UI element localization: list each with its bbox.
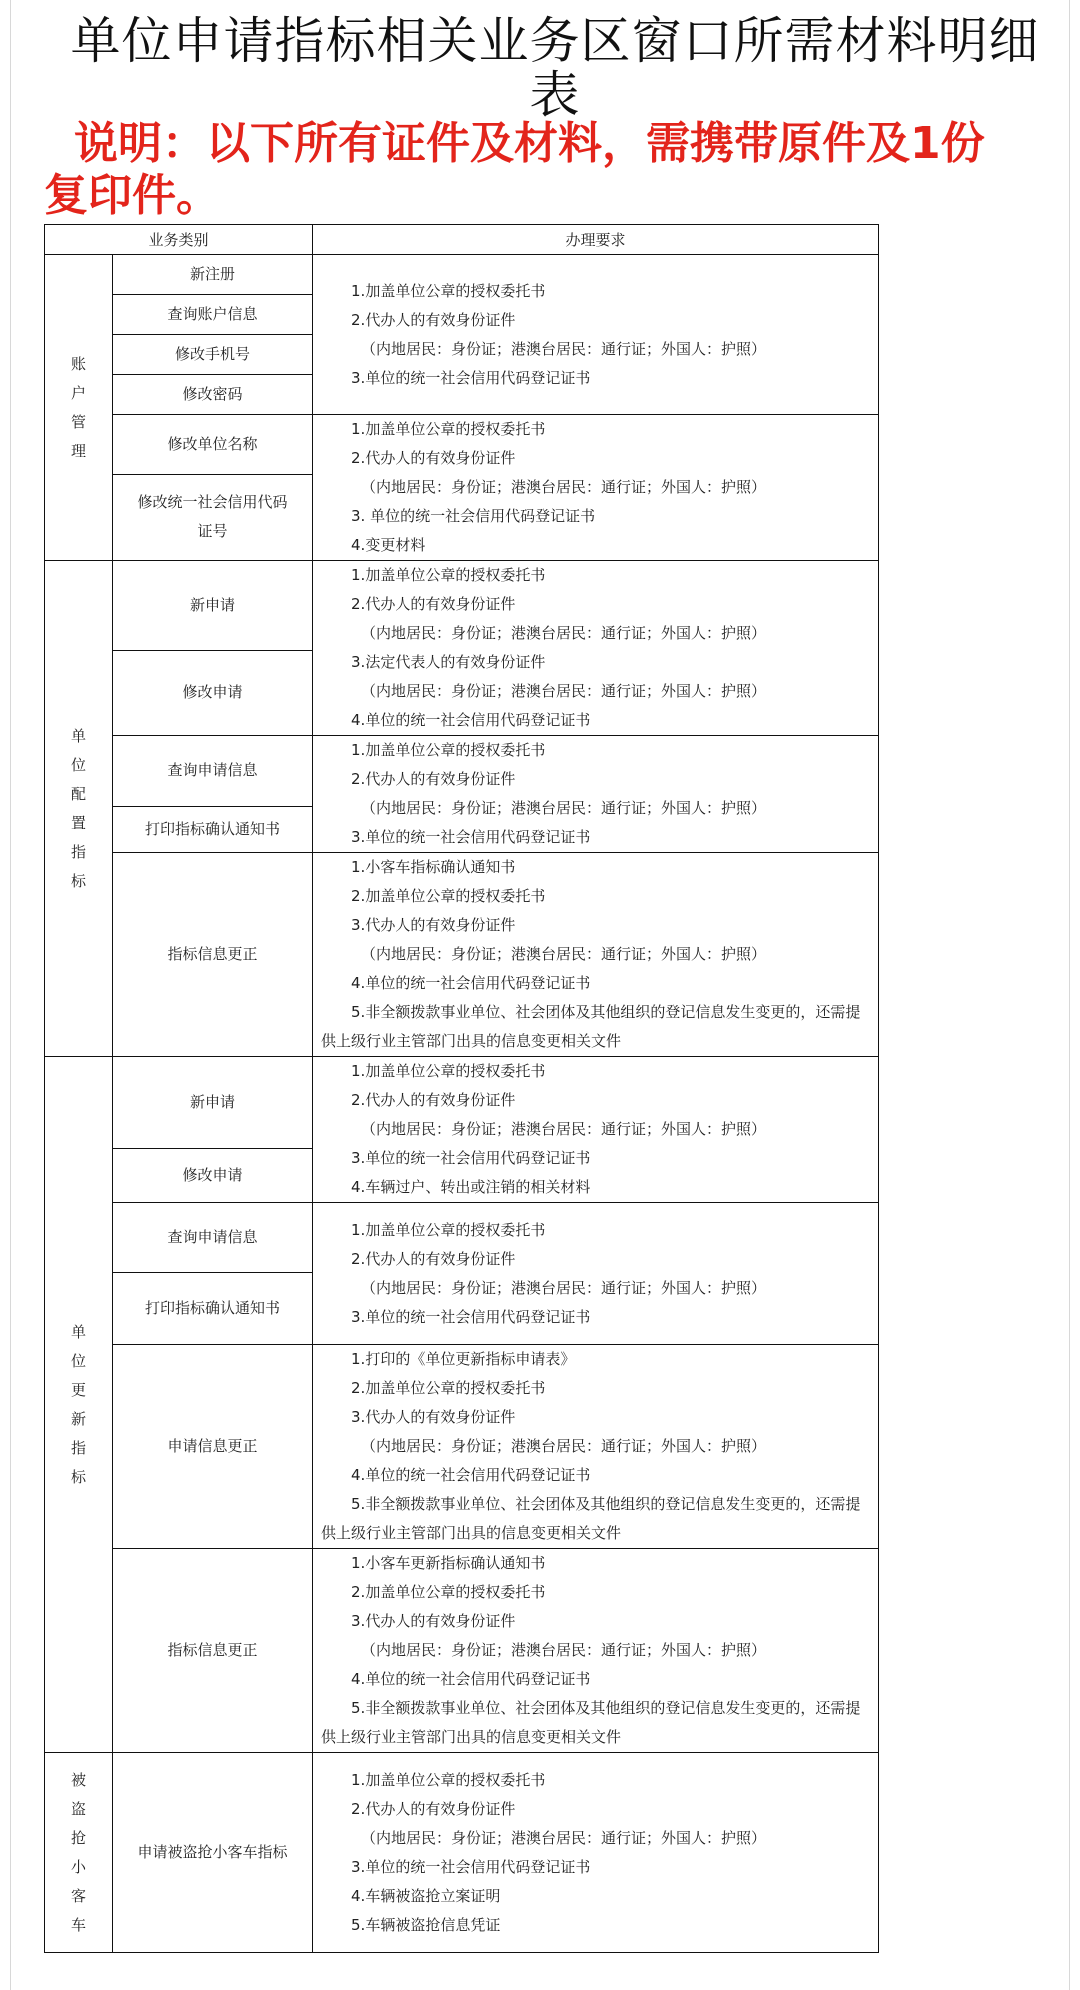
requirements-cell [313, 736, 879, 853]
business-type-cell [113, 474, 313, 560]
requirement-line: 2.加盖单位公章的授权委托书 [351, 887, 546, 905]
business-type-cell [113, 1273, 313, 1345]
table-row [45, 853, 879, 1057]
business-type-cell [113, 806, 313, 852]
business-type-label: 申请信息更正 [167, 1437, 258, 1455]
requirement-line: 1.小客车指标确认通知书 [351, 858, 516, 876]
group-name-char: 位 [70, 755, 86, 774]
requirement-line: 3.法定代表人的有效身份证件 [351, 653, 546, 671]
group-name-char: 标 [70, 871, 86, 890]
requirement-line: 1.小客车更新指标确认通知书 [351, 1554, 546, 1572]
group-name-char: 小 [70, 1857, 86, 1876]
business-type-label: 新申请 [190, 595, 236, 614]
group-name-char: 单 [70, 726, 86, 745]
business-type-label: 查询申请信息 [167, 1228, 258, 1246]
group-name-char: 指 [70, 1438, 86, 1457]
requirement-line: （内地居民：身份证；港澳台居民：通行证；外国人：护照） [361, 1278, 767, 1297]
table-row [45, 255, 879, 295]
business-type-cell [113, 255, 313, 295]
requirement-line: 5.非全额拨款事业单位、社会团体及其他组织的登记信息发生变更的，还需提供上级行业主管部门出具的信息变更相关文件 [321, 1495, 861, 1542]
business-type-label: 指标信息更正 [167, 1641, 258, 1659]
group-name-char: 管 [70, 412, 86, 431]
business-type-cell [113, 650, 313, 735]
group-name-cell [45, 255, 113, 561]
group-name-char: 配 [70, 784, 86, 803]
business-type-label: 打印指标确认通知书 [145, 1299, 281, 1317]
table-row [45, 1345, 879, 1549]
requirement-line: 3.代办人的有效身份证件 [351, 916, 516, 934]
business-type-cell [113, 375, 313, 415]
group-name-char: 理 [70, 441, 86, 460]
page-border-left [10, 0, 11, 1990]
group-name-char: 标 [70, 1467, 86, 1486]
requirement-line: 2.代办人的有效身份证件 [351, 1091, 516, 1109]
business-type-label: 指标信息更正 [167, 945, 258, 963]
requirement-line: 1.加盖单位公章的授权委托书 [351, 281, 546, 300]
business-type-cell [113, 1753, 313, 1953]
requirements-cell [313, 255, 879, 415]
requirement-line: 1.加盖单位公章的授权委托书 [351, 741, 546, 759]
business-type-label: 修改申请 [182, 683, 243, 702]
group-name-char: 账 [70, 354, 86, 373]
business-type-cell [113, 1549, 313, 1753]
requirement-line: 5.车辆被盗抢信息凭证 [351, 1915, 501, 1934]
table-header-row [45, 225, 879, 255]
business-type-label: 打印指标确认通知书 [145, 819, 281, 838]
page-title: 单位申请指标相关业务区窗口所需材料明细表 [70, 12, 1040, 124]
table-row [45, 561, 879, 651]
table-row [45, 1203, 879, 1273]
group-name-char: 新 [70, 1409, 86, 1428]
requirement-line: 2.代办人的有效身份证件 [351, 595, 516, 613]
requirement-line: 2.代办人的有效身份证件 [351, 770, 516, 788]
requirement-line: 5.非全额拨款事业单位、社会团体及其他组织的登记信息发生变更的，还需提供上级行业主管部门出具的信息变更相关文件 [321, 1003, 861, 1050]
header-business-type: 业务类别 [45, 225, 313, 255]
requirement-line: 3.代办人的有效身份证件 [351, 1408, 516, 1426]
business-type-cell [113, 415, 313, 475]
note-text: 说明：以下所有证件及材料，需携带原件及1份复印件。 [44, 118, 985, 221]
requirements-cell [313, 1345, 879, 1549]
requirement-line: 3.单位的统一社会信用代码登记证书 [351, 828, 591, 846]
table-row [45, 736, 879, 807]
requirement-line: 1.加盖单位公章的授权委托书 [351, 1062, 546, 1080]
group-name-char: 被 [70, 1770, 86, 1789]
requirement-line: （内地居民：身份证；港澳台居民：通行证；外国人：护照） [361, 1437, 767, 1455]
requirement-line: 4.单位的统一社会信用代码登记证书 [351, 1466, 591, 1484]
requirement-line: 1.加盖单位公章的授权委托书 [351, 566, 546, 584]
group-name-cell [45, 561, 113, 1057]
business-type-cell [113, 335, 313, 375]
requirements-cell [313, 415, 879, 561]
business-type-cell [113, 295, 313, 335]
page-border-right [1069, 0, 1070, 1990]
requirement-line: 4.车辆过户、转出或注销的相关材料 [351, 1178, 591, 1196]
requirement-line: 2.加盖单位公章的授权委托书 [351, 1379, 546, 1397]
requirement-line: （内地居民：身份证；港澳台居民：通行证；外国人：护照） [361, 799, 767, 817]
requirement-line: （内地居民：身份证；港澳台居民：通行证；外国人：护照） [361, 624, 767, 642]
requirement-line: 1.打印的《单位更新指标申请表》 [351, 1350, 576, 1368]
group-name-char: 指 [70, 842, 86, 861]
requirements-cell [313, 853, 879, 1057]
group-name-cell [45, 1057, 113, 1753]
business-type-label: 修改申请 [182, 1166, 243, 1184]
group-name-char: 单 [70, 1322, 86, 1341]
requirement-line: 4.车辆被盗抢立案证明 [351, 1886, 501, 1905]
table-row [45, 1057, 879, 1149]
requirement-line: 1.加盖单位公章的授权委托书 [351, 1220, 546, 1239]
business-type-label: 修改密码 [182, 385, 243, 403]
business-type-label: 修改统一社会信用代码证号 [137, 493, 288, 541]
requirements-cell [313, 1203, 879, 1345]
requirement-line: （内地居民：身份证；港澳台居民：通行证；外国人：护照） [361, 1120, 767, 1138]
business-type-cell [113, 736, 313, 807]
business-type-cell [113, 1345, 313, 1549]
requirement-line: 3.单位的统一社会信用代码登记证书 [351, 1857, 591, 1876]
group-name-char: 盗 [70, 1799, 86, 1818]
table-row [45, 415, 879, 475]
business-type-cell [113, 1203, 313, 1273]
requirements-cell [313, 1753, 879, 1953]
business-type-cell [113, 561, 313, 651]
business-type-cell [113, 1149, 313, 1203]
requirement-line: 2.代办人的有效身份证件 [351, 1249, 516, 1268]
table-row [45, 1753, 879, 1953]
group-name-cell [45, 1753, 113, 1953]
requirement-line: 3.单位的统一社会信用代码登记证书 [351, 368, 591, 387]
table-body [45, 255, 879, 1953]
business-type-label: 新申请 [190, 1093, 236, 1111]
requirement-line: 4.单位的统一社会信用代码登记证书 [351, 1670, 591, 1688]
business-type-cell [113, 1057, 313, 1149]
requirement-line: （内地居民：身份证；港澳台居民：通行证；外国人：护照） [361, 682, 767, 700]
business-type-label: 查询申请信息 [167, 761, 258, 780]
requirement-line: 3.单位的统一社会信用代码登记证书 [351, 1149, 591, 1167]
requirements-cell [313, 1549, 879, 1753]
group-name-char: 客 [70, 1886, 86, 1905]
requirement-line: 3.代办人的有效身份证件 [351, 1612, 516, 1630]
requirement-line: （内地居民：身份证；港澳台居民：通行证；外国人：护照） [361, 1828, 767, 1847]
requirements-cell [313, 561, 879, 736]
group-name-char: 位 [70, 1351, 86, 1370]
requirement-line: 5.非全额拨款事业单位、社会团体及其他组织的登记信息发生变更的，还需提供上级行业主管部门出具的信息变更相关文件 [321, 1699, 861, 1746]
group-name-char: 置 [70, 813, 86, 832]
business-type-label: 修改手机号 [175, 345, 251, 363]
business-type-label: 查询账户信息 [167, 305, 258, 323]
group-name-char: 户 [70, 383, 86, 402]
header-requirements: 办理要求 [313, 225, 879, 255]
requirement-line: 2.代办人的有效身份证件 [351, 310, 516, 329]
business-type-label: 修改单位名称 [167, 434, 258, 453]
requirement-line: （内地居民：身份证；港澳台居民：通行证；外国人：护照） [361, 339, 767, 358]
group-name-char: 更 [70, 1380, 86, 1399]
requirement-line: 2.代办人的有效身份证件 [351, 449, 516, 467]
requirement-line: 4.单位的统一社会信用代码登记证书 [351, 974, 591, 992]
group-name-char: 抢 [70, 1828, 86, 1847]
requirement-line: （内地居民：身份证；港澳台居民：通行证；外国人：护照） [361, 945, 767, 963]
requirement-line: 2.加盖单位公章的授权委托书 [351, 1583, 546, 1601]
business-type-label: 新注册 [190, 265, 236, 283]
business-type-label: 申请被盗抢小客车指标 [137, 1843, 288, 1861]
requirement-line: 1.加盖单位公章的授权委托书 [351, 420, 546, 438]
requirement-line: 3. 单位的统一社会信用代码登记证书 [351, 507, 596, 525]
requirement-line: 2.代办人的有效身份证件 [351, 1799, 516, 1818]
requirement-line: （内地居民：身份证；港澳台居民：通行证；外国人：护照） [361, 478, 767, 496]
requirement-line: 4.单位的统一社会信用代码登记证书 [351, 711, 591, 729]
requirement-line: （内地居民：身份证；港澳台居民：通行证；外国人：护照） [361, 1641, 767, 1659]
table-row [45, 1549, 879, 1753]
group-name-char: 车 [70, 1915, 86, 1934]
business-type-cell [113, 853, 313, 1057]
materials-table [44, 224, 879, 1953]
requirement-line: 1.加盖单位公章的授权委托书 [351, 1770, 546, 1789]
requirement-line: 4.变更材料 [351, 536, 426, 554]
requirements-cell [313, 1057, 879, 1203]
requirement-line: 3.单位的统一社会信用代码登记证书 [351, 1307, 591, 1326]
